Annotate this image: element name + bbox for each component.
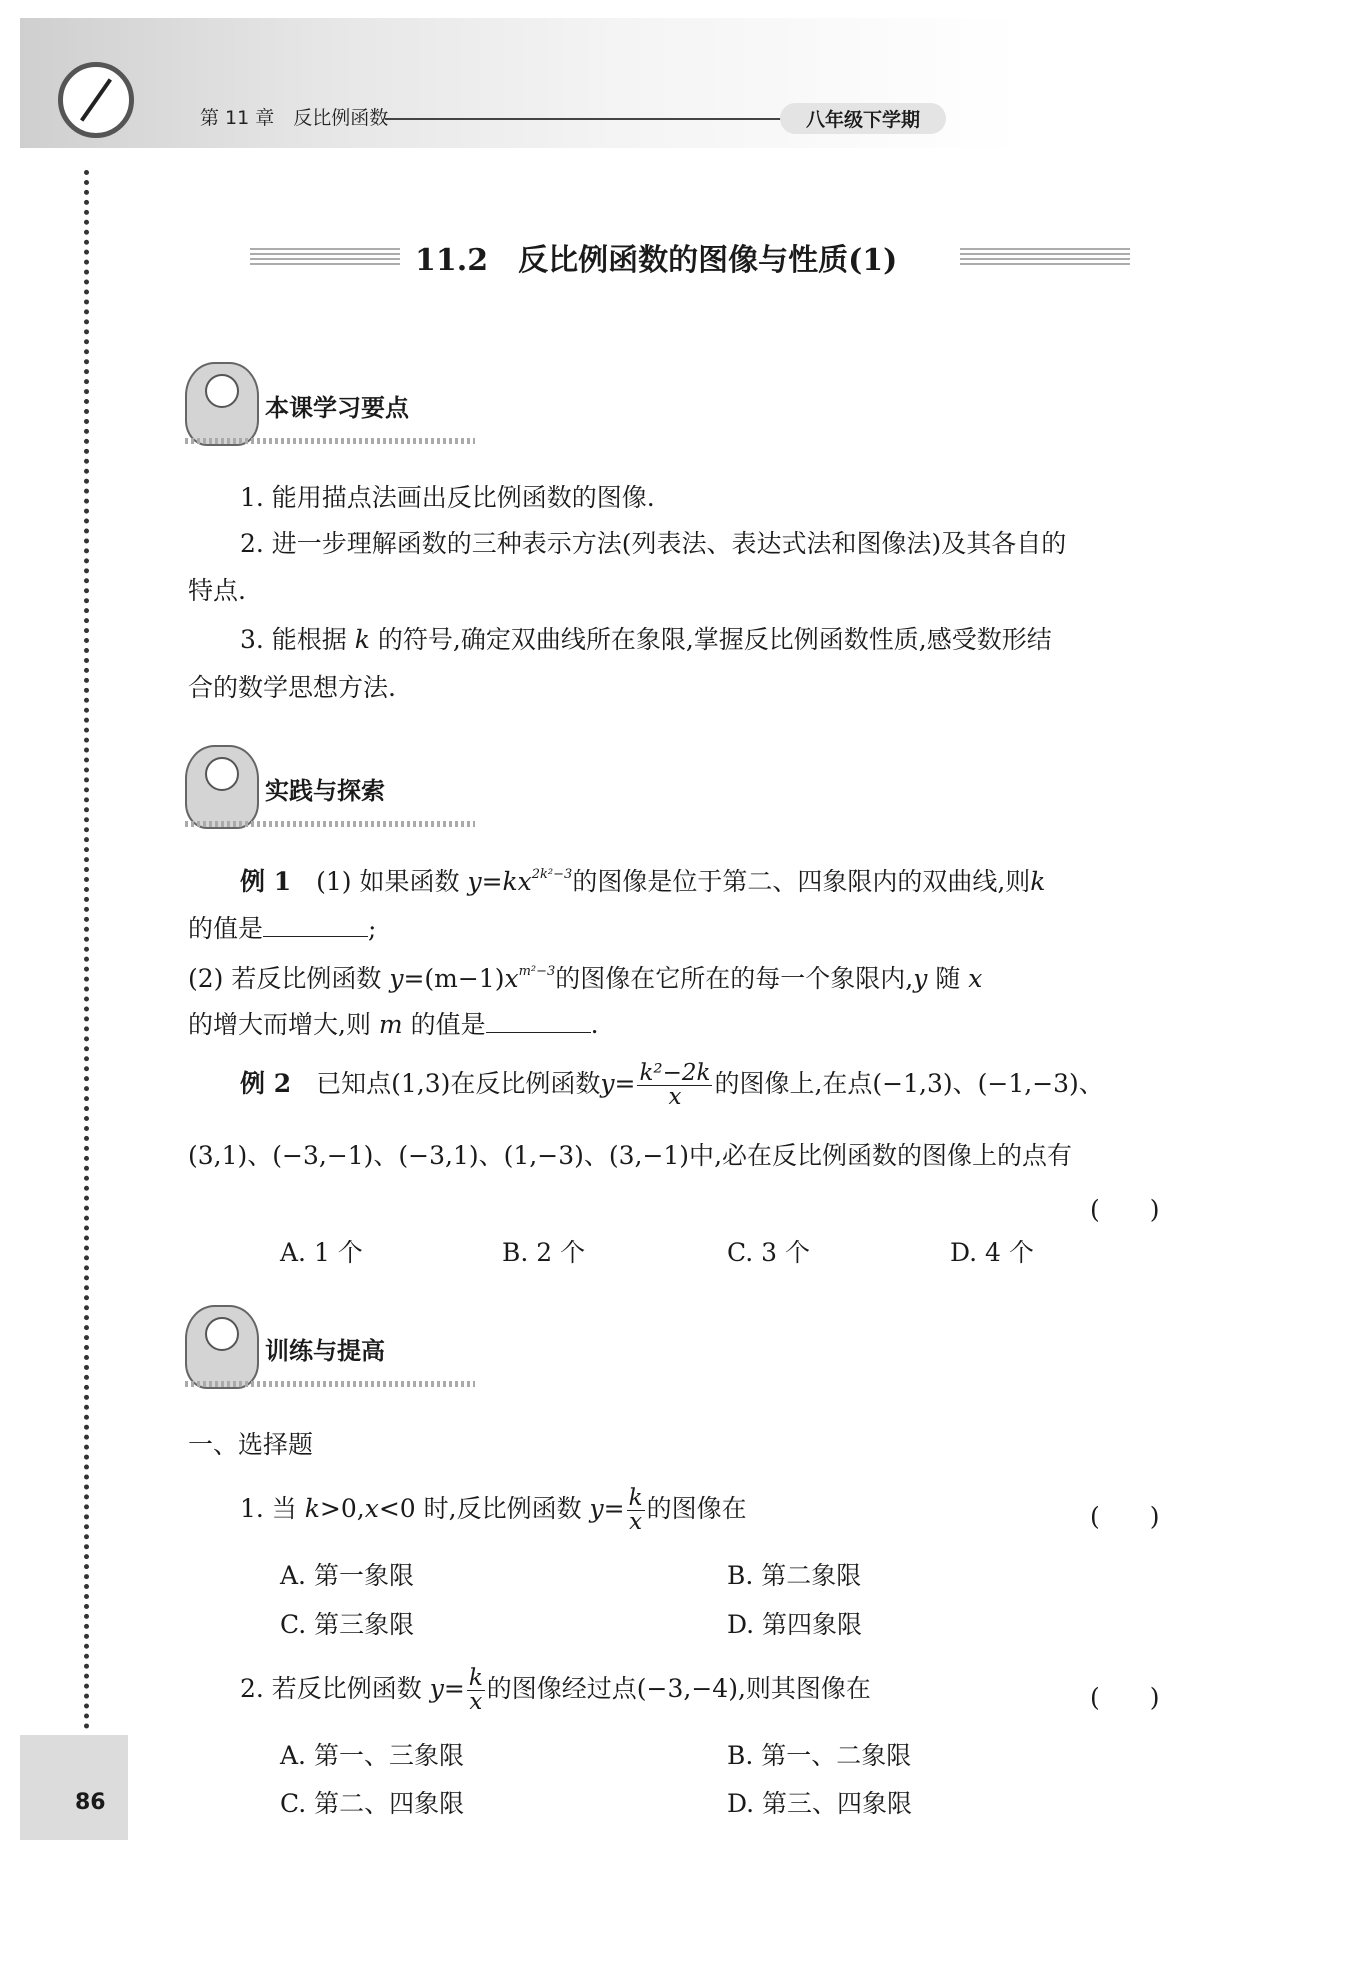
example-label: 例 1 bbox=[240, 867, 292, 896]
text: 的图像上,在点(−1,3)、(−1,−3)、 bbox=[714, 1069, 1104, 1098]
text: ; bbox=[368, 914, 377, 943]
dotted-margin-line bbox=[84, 170, 89, 1730]
q2-option-b: B. 第一、二象限 bbox=[727, 1741, 912, 1770]
fraction-denominator: x bbox=[629, 1509, 643, 1535]
var-y: y bbox=[913, 964, 928, 993]
compass-icon bbox=[58, 62, 134, 138]
text: . bbox=[590, 1010, 599, 1039]
mascot-kids-icon bbox=[185, 1305, 259, 1389]
text: 的增大而增大,则 bbox=[188, 1010, 371, 1039]
example-label: 例 2 bbox=[240, 1069, 292, 1098]
header-chapter: 第 11 章 反比例函数 bbox=[200, 107, 389, 129]
fraction-numerator: k bbox=[628, 1485, 643, 1511]
q1-option-c: C. 第三象限 bbox=[280, 1610, 415, 1639]
option-c: C. 3 个 bbox=[727, 1238, 810, 1267]
var-k: k bbox=[304, 1494, 320, 1523]
text: = bbox=[614, 1069, 636, 1098]
q1-option-b: B. 第二象限 bbox=[727, 1561, 862, 1590]
text: 的图像是位于第二、四象限内的双曲线,则 bbox=[572, 867, 1031, 896]
var-y: y bbox=[600, 1069, 615, 1098]
section-head-key-points bbox=[185, 362, 475, 452]
key-point-2-line2: 特点. bbox=[188, 576, 246, 605]
fraction bbox=[627, 1487, 645, 1534]
key-point-1: 1. 能用描点法画出反比例函数的图像. bbox=[240, 483, 655, 512]
var-y: y bbox=[589, 1494, 604, 1523]
section-head-practice bbox=[185, 745, 475, 835]
option-d: D. 4 个 bbox=[950, 1238, 1034, 1267]
title-stripes-right bbox=[960, 248, 1130, 266]
text: 随 bbox=[935, 964, 961, 993]
lesson-title: 11.2 反比例函数的图像与性质(1) bbox=[415, 243, 898, 278]
var-m: m bbox=[378, 1010, 403, 1039]
fraction-numerator: k bbox=[468, 1665, 483, 1691]
var-k: k bbox=[1030, 867, 1046, 896]
var-kx: kx bbox=[502, 867, 532, 896]
q1-option-d: D. 第四象限 bbox=[727, 1610, 863, 1639]
section-label: 本课学习要点 bbox=[265, 394, 409, 422]
fraction bbox=[467, 1667, 485, 1714]
text: = bbox=[443, 1674, 465, 1703]
text: 的值是 bbox=[410, 1010, 486, 1039]
text: = bbox=[603, 1494, 625, 1523]
compass-needle bbox=[80, 78, 112, 121]
var-y: y bbox=[389, 964, 404, 993]
key-point-2-line1: 2. 进一步理解函数的三种表示方法(列表法、表达式法和图像法)及其各自的 bbox=[240, 529, 1067, 558]
var-y: y bbox=[429, 1674, 444, 1703]
page-number: 86 bbox=[75, 1790, 106, 1815]
q2-option-a: A. 第一、三象限 bbox=[280, 1741, 464, 1770]
text: 的值是 bbox=[188, 914, 264, 943]
mascot-reading-icon bbox=[185, 362, 259, 446]
q1-option-a: A. 第一象限 bbox=[280, 1561, 414, 1590]
option-a: A. 1 个 bbox=[280, 1238, 363, 1267]
var-k: k bbox=[354, 625, 370, 654]
mascot-writing-icon bbox=[185, 745, 259, 829]
fraction-denominator: x bbox=[469, 1689, 483, 1715]
text: 2. 若反比例函数 bbox=[240, 1674, 422, 1703]
answer-paren[interactable]: ( ) bbox=[1090, 1502, 1160, 1531]
text: <0 时,反比例函数 bbox=[378, 1494, 582, 1523]
key-point-3-line2: 合的数学思想方法. bbox=[188, 673, 396, 702]
section-underline bbox=[185, 438, 475, 444]
text: 3. 能根据 bbox=[240, 625, 347, 654]
section-underline bbox=[185, 1381, 475, 1387]
example-1-line3 bbox=[188, 965, 982, 991]
example-2-line2: (3,1)、(−3,−1)、(−3,1)、(1,−3)、(3,−1)中,必在反比例函数的图像上的点有 bbox=[188, 1141, 1073, 1170]
exponent: 2k²−3 bbox=[531, 867, 573, 882]
option-b: B. 2 个 bbox=[502, 1238, 586, 1267]
question-2 bbox=[240, 1667, 871, 1714]
text: 已知点(1,3)在反比例函数 bbox=[316, 1069, 601, 1098]
var-x: x bbox=[968, 964, 983, 993]
section-label: 训练与提高 bbox=[265, 1337, 385, 1365]
answer-blank[interactable] bbox=[486, 1031, 591, 1033]
text: 的符号,确定双曲线所在象限,掌握反比例函数性质,感受数形结 bbox=[377, 625, 1052, 654]
example-1-line4 bbox=[188, 1012, 599, 1037]
section-underline bbox=[185, 821, 475, 827]
key-point-3-line1 bbox=[240, 627, 1052, 652]
title-stripes-left bbox=[250, 248, 400, 266]
fraction-denominator: x bbox=[668, 1084, 682, 1110]
question-1 bbox=[240, 1487, 747, 1534]
text: 的图像经过点(−3,−4),则其图像在 bbox=[486, 1674, 871, 1703]
text: = bbox=[481, 867, 503, 896]
text: (2) 若反比例函数 bbox=[188, 964, 382, 993]
answer-paren[interactable]: ( ) bbox=[1090, 1195, 1160, 1224]
header-divider bbox=[385, 118, 785, 120]
page-number-box bbox=[20, 1735, 128, 1840]
example-2-line1 bbox=[240, 1062, 1104, 1109]
text: (1) 如果函数 bbox=[316, 867, 460, 896]
var-x: x bbox=[364, 1494, 379, 1523]
text: 的图像在 bbox=[646, 1494, 747, 1523]
section-head-training bbox=[185, 1305, 475, 1395]
q2-option-c: C. 第二、四象限 bbox=[280, 1789, 465, 1818]
answer-blank[interactable] bbox=[263, 935, 368, 937]
answer-paren[interactable]: ( ) bbox=[1090, 1683, 1160, 1712]
header-grade-badge: 八年级下学期 bbox=[780, 103, 946, 134]
text: >0, bbox=[319, 1494, 365, 1523]
text: 1. 当 bbox=[240, 1494, 297, 1523]
section-label: 实践与探索 bbox=[265, 777, 385, 805]
text: =(m−1) bbox=[403, 964, 505, 993]
text: 的图像在它所在的每一个象限内, bbox=[555, 964, 914, 993]
lesson-title-row bbox=[250, 235, 1130, 279]
fraction bbox=[637, 1062, 712, 1109]
fraction-numerator: k²−2k bbox=[639, 1060, 711, 1086]
exponent: m²−3 bbox=[518, 964, 556, 979]
q2-option-d: D. 第三、四象限 bbox=[727, 1789, 913, 1818]
example-1-line1 bbox=[240, 868, 1045, 894]
part-title: 一、选择题 bbox=[188, 1430, 314, 1459]
var-y: y bbox=[467, 867, 482, 896]
var-x: x bbox=[504, 964, 519, 993]
example-1-line2 bbox=[188, 916, 376, 941]
